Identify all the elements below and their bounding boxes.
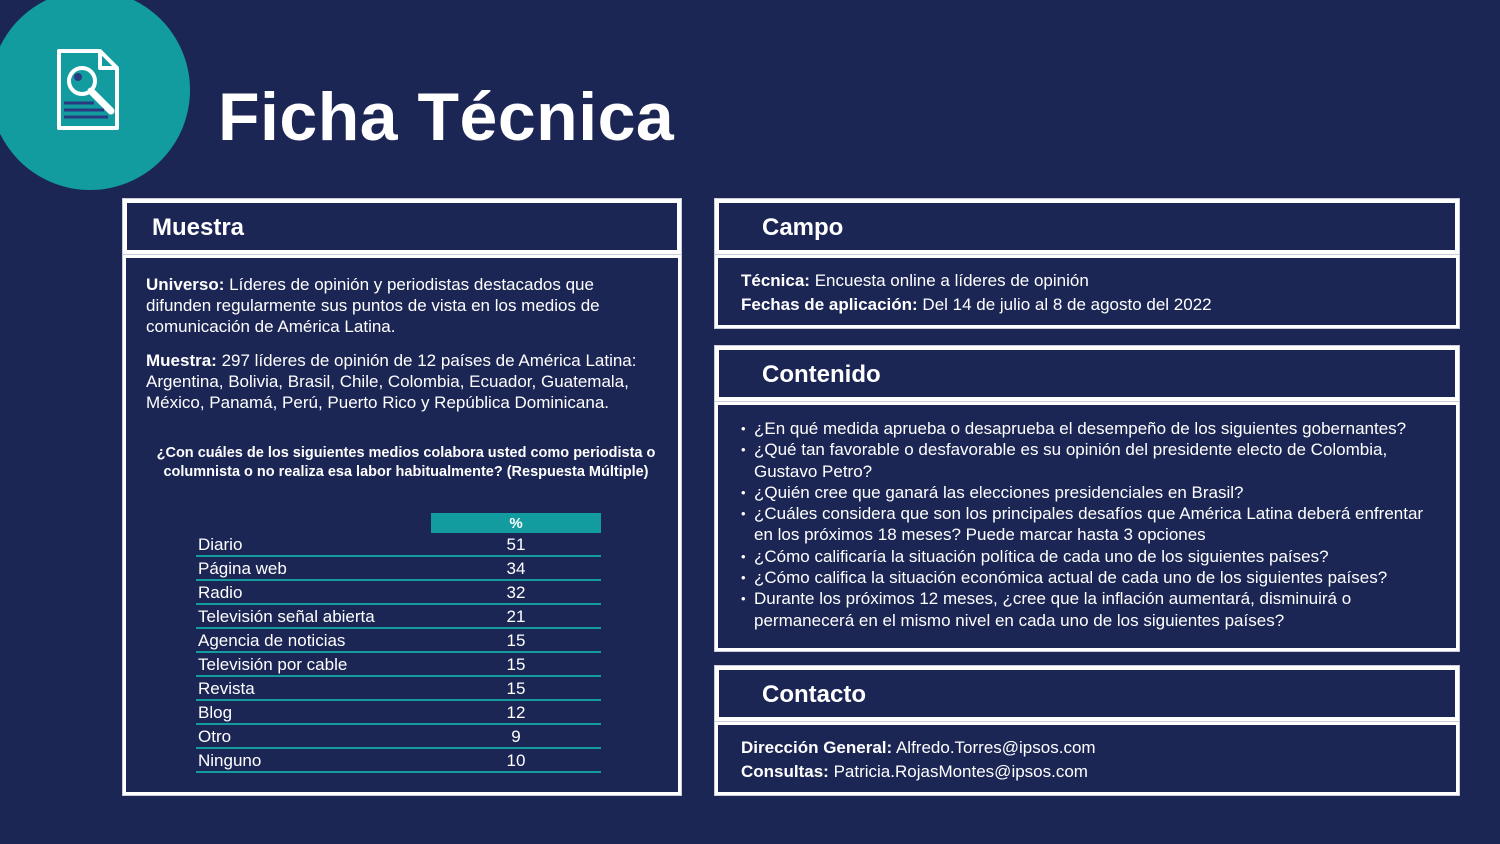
contenido-body [715, 402, 1459, 651]
list-item: • Durante los próximos 12 meses, ¿cree que la inflación aumentará, disminuirá o permanecerá en el mismo nivel en cada uno de los siguientes países? [741, 588, 1446, 631]
table-row: Ninguno 10 [196, 749, 601, 773]
list-item: • ¿Cómo calificaría la situación política de cada uno de los siguientes países? [741, 546, 1446, 567]
contacto-body [715, 722, 1459, 795]
table-row: Radio 32 [196, 581, 601, 605]
table-row: Televisión señal abierta 21 [196, 605, 601, 629]
percent-column-header: % [431, 513, 601, 533]
fechas-label: Fechas de aplicación: [741, 295, 918, 314]
direccion-email: Alfredo.Torres@ipsos.com [892, 738, 1096, 757]
tecnica-text [741, 269, 1089, 293]
contacto-heading: Contacto [762, 681, 866, 708]
table-row: Revista 15 [196, 677, 601, 701]
list-item: • ¿Quién cree que ganará las elecciones presidenciales en Brasil? [741, 482, 1446, 503]
direccion-text [741, 736, 1096, 760]
list-item: • ¿Qué tan favorable o desfavorable es su opinión del presidente electo de Colombia, Gustavo Petro? [741, 439, 1446, 482]
muestra-header [123, 199, 681, 254]
direccion-label: Dirección General: [741, 738, 893, 757]
universo-label: Universo: [146, 275, 225, 294]
fechas-value: Del 14 de julio al 8 de agosto del 2022 [917, 295, 1212, 314]
muestra-value: 297 líderes de opinión de 12 países de América Latina: Argentina, Bolivia, Brasil, Chile, Colombia, Ecuador, Guatemala, México, Panamá, Perú, Puerto Rico y República Dominicana. [146, 351, 637, 412]
list-item: • ¿En qué medida aprueba o desaprueba el desempeño de los siguientes gobernantes? [741, 418, 1446, 439]
tecnica-label: Técnica: [741, 271, 810, 290]
muestra-heading: Muestra [152, 214, 245, 241]
campo-heading: Campo [762, 214, 844, 241]
campo-header [715, 199, 1459, 254]
tecnica-value: Encuesta online a líderes de opinión [809, 271, 1089, 290]
contenido-header [715, 346, 1459, 401]
consultas-label: Consultas: [741, 762, 829, 781]
universo-text [146, 274, 661, 337]
table-row: Blog 12 [196, 701, 601, 725]
muestra-text [146, 350, 676, 413]
contenido-list [741, 418, 1446, 631]
contacto-header [715, 666, 1459, 721]
media-table [196, 513, 601, 773]
list-item: • ¿Cuáles considera que son los principales desafíos que América Latina deberá enfrentar en los próximos 18 meses? Puede marcar hasta 3 opciones [741, 503, 1446, 546]
consultas-email: Patricia.RojasMontes@ipsos.com [828, 762, 1088, 781]
table-row: Agencia de noticias 15 [196, 629, 601, 653]
table-row: Diario 51 [196, 533, 601, 557]
page-title: Ficha Técnica [218, 79, 675, 155]
header-badge [0, 0, 190, 190]
table-row: Página web 34 [196, 557, 601, 581]
campo-body [715, 255, 1459, 328]
table-row: Televisión por cable 15 [196, 653, 601, 677]
fechas-text [741, 293, 1212, 317]
table-row: Otro 9 [196, 725, 601, 749]
contenido-heading: Contenido [762, 361, 881, 388]
muestra-body [123, 255, 681, 795]
survey-question: ¿Con cuáles de los siguientes medios colabora usted como periodista o columnista o no realiza esa labor habitualmente? (Respuesta Múltiple) [156, 445, 656, 480]
document-search-icon [56, 48, 122, 132]
consultas-text [741, 760, 1088, 784]
muestra-label: Muestra: [146, 351, 217, 370]
universo-value: Líderes de opinión y periodistas destacados que difunden regularmente sus puntos de vista en los medios de comunicación de América Latina. [146, 275, 600, 336]
list-item: • ¿Cómo califica la situación económica actual de cada uno de los siguientes países? [741, 567, 1446, 588]
